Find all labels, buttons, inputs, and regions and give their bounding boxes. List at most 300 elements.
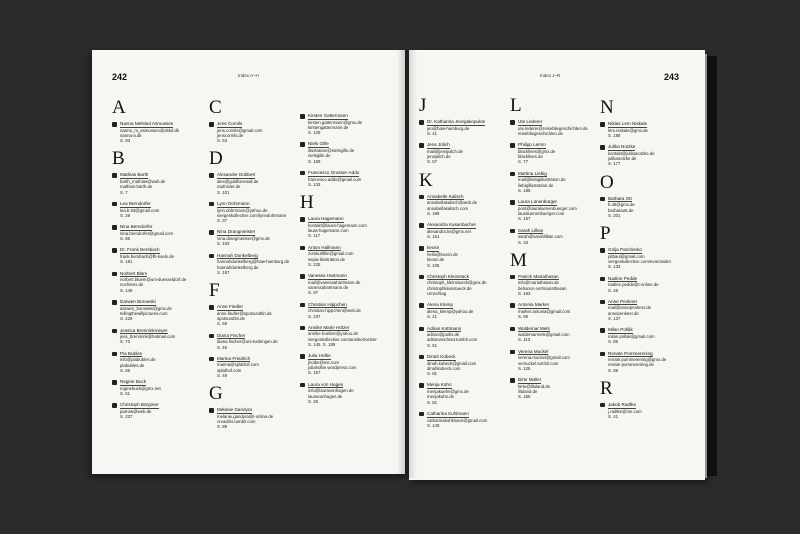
contributor-detail: S. 25 [308, 398, 319, 404]
index-entry [510, 326, 594, 343]
index-letter-heading: G [209, 383, 223, 405]
index-entry [112, 299, 196, 321]
contributor-detail: S. 29 [120, 212, 131, 218]
index-entry [510, 274, 594, 296]
index-entry [112, 379, 196, 396]
contributor-detail: S. 89 [608, 367, 619, 373]
contributor-name: Renate Pommerening [608, 350, 653, 356]
index-entry [209, 172, 293, 194]
contributor-detail: melanie.gandyra@t-online.de [217, 413, 274, 419]
contributor-icon [112, 352, 117, 357]
contributor-name: Darwen Borowski [120, 299, 156, 305]
index-letter-heading: R [600, 377, 613, 399]
contributor-detail: kirsten.gattermann@gmx.de [308, 119, 363, 125]
contributor-detail: norbert.bluem@uni-duesseldorf.de [120, 277, 187, 283]
contributor-detail: j.radtke@me.com [608, 408, 642, 414]
contributor-icon [112, 272, 117, 277]
contributor-icon [419, 412, 424, 417]
contributor-name: Marina Friedrich [217, 355, 251, 361]
contributor-detail: christian.hippchen@web.de [308, 308, 361, 314]
contributor-detail: jensjulich.de [427, 154, 451, 160]
contributor-icon [510, 229, 515, 234]
contributor-detail: jens.cornils@gmail.com [217, 127, 263, 133]
contributor-detail: sarah@sarahlillian.com [518, 234, 563, 240]
contributor-name: Jens Jülich [427, 142, 450, 148]
contributor-icon [510, 143, 515, 148]
contributor-name: Kirsten Gattermann [308, 113, 348, 118]
contributor-name: Nina Drangmeister [217, 229, 256, 235]
contributor-detail: S. 97 [308, 290, 319, 296]
contributor-detail: diana.fischer@uni-tuebingen.de [217, 339, 278, 345]
contributor-name: Regine Buck [120, 379, 147, 385]
contributor-name: Milan Pollák [608, 327, 633, 333]
contributor-icon [419, 383, 424, 388]
index-letter-heading: C [209, 97, 222, 118]
contributor-icon [419, 195, 424, 200]
contributor-icon [510, 327, 515, 332]
contributor-icon [300, 383, 305, 388]
contributor-name: Martina Liebig [518, 170, 547, 176]
contributor-name: Niklas Lem Niskale [608, 121, 648, 126]
contributor-name: Laura Hagemann [308, 216, 344, 222]
contributor-icon [112, 248, 117, 253]
contributor-detail: jess_brenmink@hotmail.com [120, 334, 176, 340]
contributor-name: Laura Lünenbürger [518, 199, 558, 205]
contributor-icon [419, 275, 424, 280]
contributor-detail: S. 237 [120, 414, 133, 420]
index-entry [510, 349, 594, 371]
contributor-detail: menjakuehn@gmx.de [427, 389, 469, 395]
contributor-detail: S. 125 [518, 365, 531, 371]
contributor-detail: S. 145, S. 189 [308, 341, 336, 347]
contributor-detail: S. 61 [427, 342, 438, 348]
contributor-detail: annepenkner.de [608, 310, 639, 316]
contributor-detail: info@lauravonhugen.de [308, 388, 354, 394]
index-entry [209, 333, 293, 350]
contributor-icon [112, 122, 117, 127]
index-entry [419, 142, 503, 164]
index-entry [209, 121, 293, 143]
contributor-name: Barbara Ott [608, 195, 632, 201]
index-entry [419, 245, 503, 267]
index-entry [419, 382, 503, 404]
contributor-detail: S. 137 [608, 316, 621, 322]
index-entry [300, 325, 384, 347]
contributor-detail: S. 157 [308, 370, 321, 376]
contributor-detail: mail@liebigillustration.de [518, 177, 566, 183]
contributor-name: Lea Berndorfer [120, 200, 151, 206]
contributor-name: Nina Berndorfer [120, 224, 153, 230]
contributor-detail: adrian@poiks.de [427, 332, 460, 338]
contributor-detail: hannahdunkelberg@haw-hamburg.de [217, 259, 290, 265]
contributor-detail: verena.muckel@gmail.com [518, 355, 570, 361]
contributor-detail: hannahdunkelberg.de [217, 264, 259, 270]
contributor-detail: S. 185 [518, 187, 531, 193]
contributor-icon [419, 246, 424, 251]
right-running-head: Index J–R [540, 73, 561, 78]
contributor-detail: S. 69 [518, 314, 529, 320]
index-entry [600, 327, 684, 344]
contributor-icon [600, 122, 605, 127]
contributor-detail: nina.drangmeister@gmx.de [217, 236, 270, 242]
index-entry [209, 356, 293, 378]
book-gutter [397, 50, 417, 478]
contributor-icon [510, 200, 515, 205]
contributor-icon [112, 380, 117, 385]
contributor-detail: S. 229 [120, 316, 133, 322]
index-entry [209, 229, 293, 246]
index-entry [209, 201, 293, 223]
contributor-detail: nina.berndorfer@gmail.com [120, 230, 174, 236]
contributor-detail: S. 41 [608, 413, 619, 419]
contributor-detail: S. 129 [308, 130, 321, 136]
contributor-icon [209, 173, 214, 178]
contributor-detail: illuland.de [518, 389, 538, 395]
contributor-name: Antonia Marker [518, 302, 550, 308]
contributor-detail: tellingthewillpictures.com [120, 310, 168, 316]
index-letter-heading: F [209, 280, 220, 302]
contributor-detail: illustration@nielsgille.de [308, 148, 355, 154]
contributor-name: Anton Hallmann [308, 244, 341, 250]
index-letter-heading: N [600, 97, 614, 118]
contributor-detail: S. 157 [518, 216, 531, 222]
contributor-icon [510, 378, 515, 383]
contributor-detail: b.ott@gmx.de [608, 202, 635, 208]
contributor-detail: reginebuck@gmx.net [120, 385, 161, 391]
contributor-icon [112, 300, 117, 305]
right-column-1 [419, 96, 503, 434]
contributor-detail: lauraluenenbuerger.com [518, 211, 565, 217]
contributor-detail: splathof.com [217, 367, 242, 373]
index-entry [112, 271, 196, 293]
contributor-name: Lynn Dohrmann [217, 200, 250, 206]
contributor-name: Menja Kühn [427, 382, 452, 388]
index-entry [300, 170, 384, 187]
contributor-detail: sepia-illustration.de [308, 256, 346, 262]
contributor-detail: catharinakuhlmann@gmail.com [427, 417, 488, 423]
contributor-detail: S. 73 [120, 339, 131, 345]
contributor-name: Dr. Frank Bersbach [120, 247, 160, 253]
contributor-detail: annike.hoelzer@yahoo.de [308, 331, 358, 337]
index-entry [510, 171, 594, 193]
contributor-detail: renate.pommerening@gmx.de [608, 357, 667, 363]
contributor-detail: post@lauraluenenbuerger.com [518, 205, 577, 211]
index-entry [112, 328, 196, 345]
contributor-detail: renate-pommerening.de [608, 362, 654, 368]
index-letter-heading: P [600, 223, 611, 245]
contributor-detail: S. 93 [120, 138, 131, 144]
contributor-detail: S. 149 [120, 287, 133, 293]
contributor-detail: waldemarmels@gmail.com [518, 332, 570, 338]
index-entry [112, 247, 196, 264]
index-entry [419, 302, 503, 319]
contributor-detail: S. 101 [217, 189, 230, 195]
contributor-detail: marina@splathof.com [217, 362, 259, 368]
contributor-icon [600, 248, 605, 253]
contributor-name: Sarah Lillian [518, 227, 544, 233]
contributor-detail: S. 105 [427, 262, 440, 268]
index-entry [300, 302, 384, 319]
contributor-detail: birte@illuland.de [518, 383, 551, 389]
contributor-detail: S. 133 [608, 264, 621, 270]
contributor-detail: pitbaul@gmail.com [608, 253, 645, 259]
index-letter-heading: A [112, 97, 126, 118]
contributor-detail: nanna-a.dk [120, 132, 142, 138]
contributor-detail: nadine.pedde@t-online.de [608, 282, 659, 288]
index-letter-heading: L [510, 95, 522, 116]
contributor-name: Jakob Radtke [608, 401, 637, 407]
contributor-icon [300, 142, 305, 147]
index-entry [112, 351, 196, 373]
contributor-detail: behance.net/mariathasan [518, 285, 567, 291]
index-letter-heading: D [209, 148, 223, 170]
contributor-detail: christoph_kleinstueck@gmx.de [427, 280, 487, 286]
contributor-detail: S. 185 [608, 132, 621, 138]
contributor-detail: S. 45 [217, 344, 228, 350]
contributor-detail: S. 149 [427, 422, 440, 428]
contributor-name: Jens Cornils [217, 121, 243, 126]
contributor-name: Hannah Dunkelberg [217, 252, 258, 258]
contributor-detail: S. 197 [217, 269, 230, 275]
index-entry [419, 222, 503, 239]
contributor-name: Annike Marie Hölzer [308, 324, 350, 330]
index-entry [419, 194, 503, 216]
index-entry [419, 119, 503, 136]
index-entry [510, 302, 594, 319]
index-entry [510, 199, 594, 221]
contributor-detail: dinahkubeck.com [427, 365, 461, 371]
index-entry [209, 253, 293, 275]
contributor-detail: spotsundtin.de [217, 316, 245, 322]
contributor-detail: S. 193 [217, 241, 230, 247]
contributor-name: Julia Holbe [308, 353, 331, 359]
contributor-detail: mathias-barth.de [120, 184, 153, 190]
contributor-detail: raufnixler.de [217, 184, 241, 190]
index-entry [600, 299, 684, 321]
contributor-icon [600, 352, 605, 357]
contributor-name: Dinah Kübeck [427, 353, 456, 359]
contributor-icon [209, 202, 214, 207]
contributor-detail: jeo@haw-hamburg.de [427, 125, 470, 131]
contributor-name: Jessica Brenninkmeyer [120, 327, 168, 333]
contributor-detail: julikanotzke.de [608, 156, 637, 162]
index-entry [300, 113, 384, 135]
contributor-detail: viergeskollective.com/annikehoelzer [308, 336, 377, 342]
contributor-detail: christophkleinstueck.de [427, 285, 472, 291]
contributor-detail: barbaraott.de [608, 207, 634, 213]
contributor-name: Christoph Kleinstück [427, 273, 469, 279]
contributor-detail: nanna_m_asmussen@dskd.dk [120, 127, 180, 133]
contributor-detail: S. 77 [518, 159, 529, 165]
contributor-detail: S. 65 [120, 367, 131, 373]
contributor-detail: darwen_borowski@gmx.de [120, 305, 172, 311]
index-entry [419, 354, 503, 376]
contributor-detail: S. 225 [308, 261, 321, 267]
contributor-detail: info@piabubles.de [120, 357, 156, 363]
contributor-icon [300, 303, 305, 308]
contributor-detail: S. 169 [308, 158, 321, 164]
contributor-name: keosn [427, 245, 440, 251]
contributor-name: Nadine Pedde [608, 275, 638, 281]
contributor-detail: kontakt@laura-hagemann.com [308, 222, 367, 228]
contributor-name: Golja Parchenko [608, 247, 642, 253]
index-entry [419, 326, 503, 348]
contributor-detail: jholbe@me.com [308, 359, 340, 365]
contributor-name: Ute Lederer [518, 119, 543, 124]
index-entry [209, 304, 293, 326]
contributor-detail: S. 193 [518, 291, 531, 297]
contributor-detail: S. 237 [308, 313, 321, 319]
contributor-detail: juliaholbe.wordpress.com [308, 365, 357, 371]
index-entry [112, 402, 196, 419]
contributor-detail: reisebliegeschichten.de [518, 130, 563, 136]
contributor-name: Norbert Blüm [120, 270, 148, 276]
contributor-name: Francesco Grosser-Addo [308, 169, 360, 175]
contributor-icon [300, 171, 305, 176]
left-column-3 [300, 113, 384, 410]
contributor-icon [510, 275, 515, 280]
contributor-icon [600, 403, 605, 408]
contributor-detail: S. 81 [427, 371, 438, 377]
contributor-icon [510, 120, 515, 125]
contributor-detail: viergeskollective.com/evarossiter [608, 259, 672, 265]
contributor-icon [600, 197, 605, 202]
contributor-icon [600, 300, 605, 305]
contributor-icon [209, 254, 214, 259]
index-entry [419, 411, 503, 428]
index-entry [510, 119, 594, 136]
contributor-detail: mail@vanessahartmann.de [308, 279, 361, 285]
contributor-icon [510, 350, 515, 355]
contributor-icon [419, 355, 424, 360]
contributor-detail: ute.lederer@reisebliegeschichten.de [518, 125, 588, 131]
contributor-detail: kirstengattermann.de [308, 124, 349, 130]
contributor-detail: S. 133 [308, 181, 321, 187]
contributor-icon [209, 305, 214, 310]
contributor-detail: milan.pollak@gmail.com [608, 333, 655, 339]
contributor-detail: barth_mathias@web.de [120, 179, 166, 185]
contributor-detail: S. 85 [120, 236, 131, 242]
index-entry [510, 142, 594, 164]
contributor-detail: annabellakalisch@web.de [427, 200, 477, 206]
index-entry [112, 172, 196, 194]
contributor-detail: S. 81 [427, 399, 438, 405]
contributor-detail: marker.antonia@gmail.com [518, 308, 571, 314]
contributor-detail: hello@keosn.de [427, 251, 458, 257]
contributor-detail: dinah.kubeck@gmail.com [427, 360, 477, 366]
contributor-icon [112, 202, 117, 207]
contributor-detail: keosn.de [427, 257, 445, 263]
index-entry [600, 402, 684, 419]
contributor-name: Anne Penkner [608, 298, 638, 304]
contributor-detail: Umschlag [427, 291, 447, 297]
index-letter-heading: B [112, 148, 125, 170]
contributor-detail: adrianzeichnet.tumblr.com [427, 337, 478, 343]
contributor-icon [419, 223, 424, 228]
contributor-detail: annabellakalisch.com [427, 205, 469, 211]
contributor-icon [209, 122, 214, 127]
contributor-icon [419, 143, 424, 148]
contributor-icon [112, 225, 117, 230]
contributor-name: Christian Hippchen [308, 301, 347, 307]
contributor-detail: jenscornils.de [217, 132, 244, 138]
contributor-icon [300, 217, 305, 222]
contributor-icon [209, 334, 214, 339]
contributor-icon [300, 246, 305, 251]
contributor-icon [419, 327, 424, 332]
contributor-detail: alena_klemp@yahoo.de [427, 308, 474, 314]
contributor-detail: alex@goldbreesall.de [217, 179, 259, 185]
contributor-name: Patrick Mariathasan [518, 273, 559, 279]
right-column-3 [600, 98, 684, 425]
index-letter-heading: M [510, 249, 527, 271]
index-entry [419, 274, 503, 296]
contributor-icon [600, 145, 605, 150]
contributor-name: Vanessa Hartmann [308, 273, 347, 279]
contributor-detail: S. 201 [608, 212, 621, 218]
left-page-number: 242 [112, 72, 128, 82]
contributor-icon [510, 172, 515, 177]
contributor-detail: frank.bersbach@fh-koeln.de [120, 253, 175, 259]
contributor-icon [209, 408, 214, 413]
left-column-1 [112, 98, 196, 426]
contributor-detail: vemuckel.tumblr.com [518, 360, 559, 366]
contributor-detail: S. 33 [518, 239, 529, 245]
contributor-detail: S. 181 [120, 259, 133, 265]
contributor-detail: lauravonhugen.de [308, 393, 343, 399]
contributor-detail: S. 117 [308, 233, 321, 239]
contributor-detail: S. 57 [427, 159, 438, 165]
left-running-head: Index A–H [238, 73, 259, 78]
contributor-name: Diana Fischer [217, 332, 246, 338]
contributor-detail: alexandra.ks@gmx.net [427, 228, 472, 234]
contributor-icon [112, 403, 117, 408]
contributor-icon [300, 114, 305, 119]
contributor-detail: anne.fiedler@spotsundtin.de [217, 310, 272, 316]
contributor-detail: liebigillustration.de [518, 182, 554, 188]
contributor-name: Julika Notzke [608, 144, 636, 150]
contributor-icon [419, 303, 424, 308]
contributor-detail: S. 37 [217, 218, 228, 224]
contributor-detail: S. 161 [427, 234, 440, 240]
contributor-icon [300, 326, 305, 331]
contributor-detail: info@mariathasan.de [518, 280, 559, 286]
contributor-detail: lea.b.93@gmail.com [120, 207, 160, 213]
contributor-name: Philipp Lemm [518, 142, 546, 148]
contributor-detail: S. 85 [608, 339, 619, 345]
contributor-detail: S. 69 [217, 321, 228, 327]
contributor-icon [209, 357, 214, 362]
index-entry [600, 144, 684, 166]
contributor-name: Annabelle Kalisch [427, 193, 464, 199]
contributor-name: Alexander Dobbert [217, 172, 256, 178]
contributor-icon [419, 120, 424, 125]
contributor-detail: nochtens.de [120, 282, 144, 288]
contributor-icon [300, 354, 305, 359]
contributor-detail: laura-hagemann.com [308, 228, 349, 234]
contributor-name: Dr. Katharina Jeorgakopulos [427, 119, 485, 124]
contributor-name: Christoph Bürgmer [120, 402, 159, 408]
contributor-detail: S. 177 [608, 161, 621, 167]
index-letter-heading: K [419, 169, 433, 191]
contributor-detail: lem.niskale@gmx.de [608, 127, 648, 133]
index-letter-heading: O [600, 171, 614, 193]
contributor-detail: S. 113 [518, 337, 531, 343]
contributor-detail: piabubles.de [120, 362, 145, 368]
contributor-name: Laura von Hugen [308, 381, 344, 387]
contributor-detail: S. 49 [217, 372, 228, 378]
contributor-detail: mail@jensjulich.de [427, 148, 463, 154]
